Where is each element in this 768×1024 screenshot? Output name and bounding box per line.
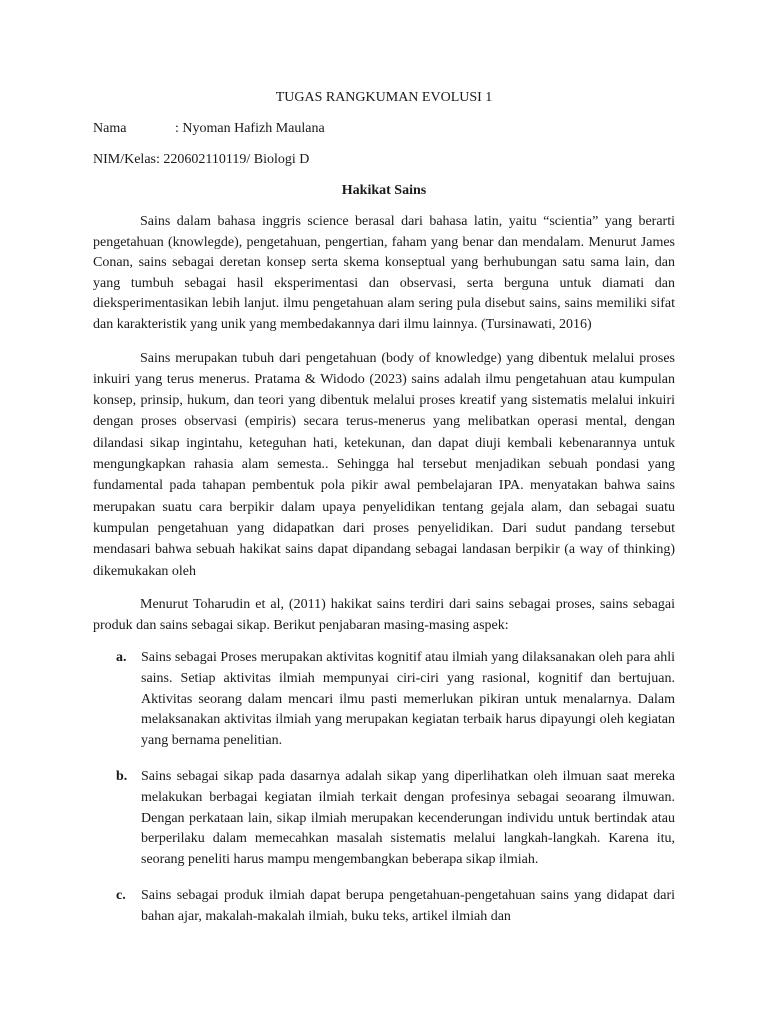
name-label: Nama xyxy=(93,121,127,136)
name-value: : Nyoman Hafizh Maulana xyxy=(175,121,325,136)
aspect-list xyxy=(93,648,675,927)
name-field xyxy=(93,119,675,138)
nim-class-line: NIM/Kelas: 220602110119/ Biologi D xyxy=(93,152,310,167)
section-heading: Hakikat Sains xyxy=(341,183,427,198)
list-item xyxy=(93,886,675,927)
list-marker: c. xyxy=(116,888,126,904)
list-item xyxy=(93,648,675,751)
document-body xyxy=(93,88,675,944)
list-marker: a. xyxy=(116,650,127,666)
paragraph: Menurut Toharudin et al, (2011) hakikat sains terdiri dari sains sebagai proses, sains sebagai produk dan sains sebagai sikap. Berikut penjabaran masing-masing aspek: xyxy=(93,596,675,634)
document-title: TUGAS RANGKUMAN EVOLUSI 1 xyxy=(275,90,493,105)
list-item-text: Sains sebagai produk ilmiah dapat berupa pengetahuan-pengetahuan sains yang didapat dari bahan ajar, makalah-makalah ilmiah, buku teks, artikel ilmiah dan xyxy=(141,888,675,924)
list-item-text: Sains sebagai sikap pada dasarnya adalah sikap yang diperlihatkan oleh ilmuan saat mereka melakukan berbagai kegiatan ilmiah terkait dengan profesinya sebagai seoarang ilmuwan. Dengan perkataan lain, sikap ilmiah merupakan kecenderungan individu untuk bertindak atau berperilaku dalam memecahkan masalah sistematis melalui langkah-langkah. Karena itu, seorang peneliti harus mampu mengembangkan beberapa sikap ilmiah. xyxy=(141,769,675,867)
list-item xyxy=(93,767,675,870)
paragraph: Sains dalam bahasa inggris science berasal dari bahasa latin, yaitu “scientia” yang berarti pengetahuan (knowlegde), pengetahuan, pengertian, faham yang benar dan mendalam. Menurut James Conan, sains sebagai deretan konsep serta skema konseptual yang berhubungan satu sama lain, dan yang tumbuh sebagai hasil eksperimentasi dan observasi, serta berguna untuk diamati dan dieksperimentasikan lebih lanjut. ilmu pengetahuan alam sering pula disebut sains, sains memiliki sifat dan karakteristik yang unik yang membedakannya dari ilmu lainnya. (Tursinawati, 2016) xyxy=(93,214,675,332)
paragraph: Sains merupakan tubuh dari pengetahuan (body of knowledge) yang dibentuk melalui proses inkuiri yang terus menerus. Pratama & Widodo (2023) sains adalah ilmu pengetahuan atau kumpulan konsep, prinsip, hukum, dan teori yang dibentuk melalui proses kreatif yang sistematis melalui inkuiri dengan proses observasi (empiris) secara terus-menerus yang melibatkan operasi mental, dengan dilandasi sikap ingintahu, keteguhan hati, ketekunan, dan dapat diuji kembali kebenarannya untuk mengungkapkan rahasia alam semesta.. Sehingga hal tersebut menjadikan sebuah pondasi yang fundamental pada tahapan pembentuk pola pikir awal pembelajaran IPA. menyatakan bahwa sains merupakan suatu cara berpikir dalam upaya penyelidikan tentang gejala alam, dan sebagai suatu kumpulan pengetahuan yang didapatkan dari proses penyelidikan. Dari sudut pandang tersebut mendasari bahwa sebuah hakikat sains dapat dipandang sebagai landasan berpikir (a way of thinking) dikemukakan oleh xyxy=(93,350,675,579)
list-item-text: Sains sebagai Proses merupakan aktivitas kognitif atau ilmiah yang dilaksanakan oleh para ahli sains. Setiap aktivitas ilmiah mempunyai ciri-ciri yang rasional, kognitif dan bertujuan. Aktivitas seorang dalam mencari ilmu pasti memerlukan pikiran untuk menalarnya. Dalam melaksanakan aktivitas ilmiah yang merupakan kegiatan terbaik harus dipayungi oleh kegiatan yang bernama penelitian. xyxy=(141,650,675,748)
list-marker: b. xyxy=(116,769,128,785)
